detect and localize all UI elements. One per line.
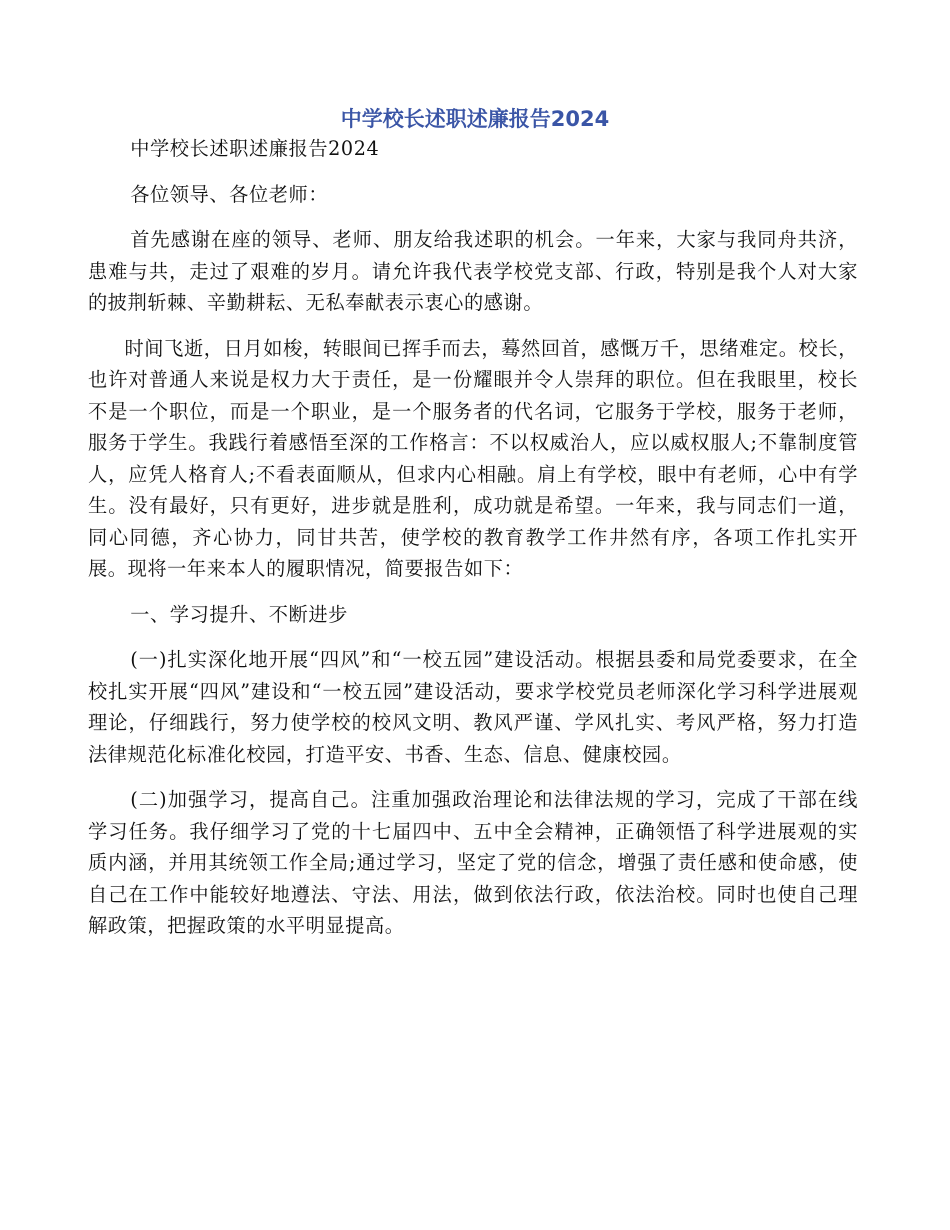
paragraph-reflection: 时间飞逝，日月如梭，转眼间已挥手而去，蓦然回首，感慨万千，思绪难定。校长，也许对普通人来说是权力大于责任，是一份耀眼并令人崇拜的职位。但在我眼里，校长不是一个职位，而是一个职业，是一个服务者的代名词，它服务于学校，服务于老师，服务于学生。我践行着感悟至深的工作格言：不以权威治人，应以威权服人;不靠制度管人，应凭人格育人;不看表面顺从，但求内心相融。肩上有学校，眼中有老师，心中有学生。没有最好，只有更好，进步就是胜利，成功就是希望。一年来，我与同志们一道，同心同德，齐心协力，同甘共苦，使学校的教育教学工作井然有序，各项工作扎实开展。现将一年来本人的履职情况，简要报告如下： [88,336,858,580]
paragraph-thanks: 首先感谢在座的领导、老师、朋友给我述职的机会。一年来，大家与我同舟共济，患难与共，走过了艰难的岁月。请允许我代表学校党支部、行政，特别是我个人对大家的披荆斩棘、辛勤耕耘、无私奉献表示衷心的感谢。 [88,228,858,314]
section-heading: 一、学习提升、不断进步 [130,602,348,626]
greeting: 各位领导、各位老师： [130,182,329,206]
document-body [88,133,858,942]
paragraph-item-2: (二)加强学习，提高自己。注重加强政治理论和法律法规的学习，完成了干部在线学习任务。我仔细学习了党的十七届四中、五中全会精神，正确领悟了科学进展观的实质内涵，并用其统领工作全局;通过学习，坚定了党的信念，增强了责任感和使命感，使自己在工作中能较好地遵法、守法、用法，做到依法行政，依法治校。同时也使自己理解政策，把握政策的水平明显提高。 [88,788,858,937]
document-title: 中学校长述职述廉报告2024 [340,107,610,131]
document-subtitle: 中学校长述职述廉报告2024 [130,137,380,160]
paragraph-item-1: (一)扎实深化地开展“四风”和“一校五园”建设活动。根据县委和局党委要求，在全校扎实开展“四风”建设和“一校五园”建设活动，要求学校党员老师深化学习科学进展观理论，仔细践行，努力使学校的校风文明、教风严谨、学风扎实、考风严格，努力打造法律规范化标准化校园，打造平安、书香、生态、信息、健康校园。 [88,648,858,766]
